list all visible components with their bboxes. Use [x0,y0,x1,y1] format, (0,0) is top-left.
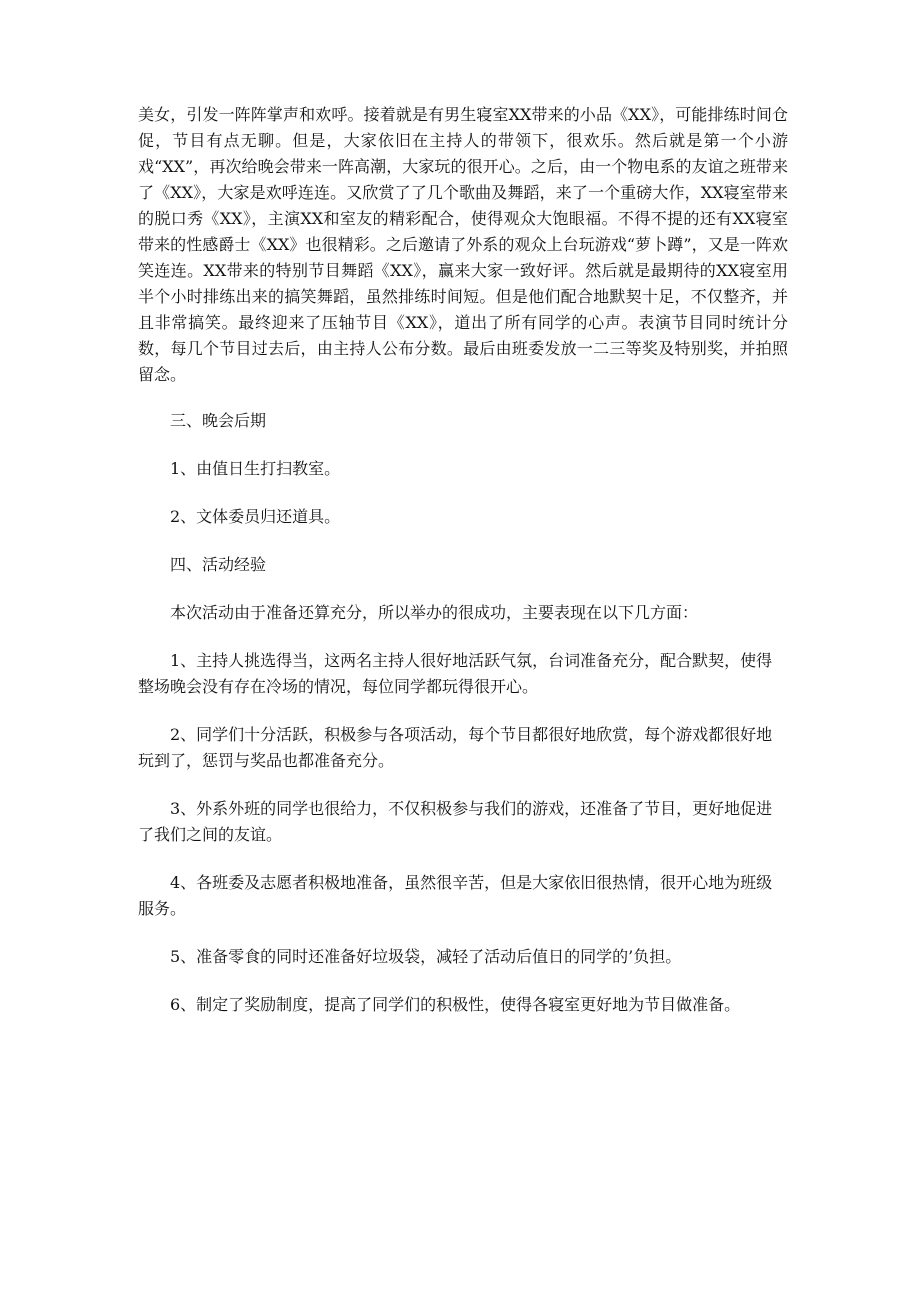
intro-paragraph: 美女，引发一阵阵掌声和欢呼。接着就是有男生寝室XX带来的小品《XX》，可能排练时间仓促，节目有点无聊。但是，大家依旧在主持人的带领下，很欢乐。然后就是第一个小游戏“XX”，再次给晚会带来一阵高潮，大家玩的很开心。之后，由一个物电系的友谊之班带来了《XX》，大家是欢呼连连。又欣赏了了几个歌曲及舞蹈，来了一个重磅大作，XX寝室带来的脱口秀《XX》，主演XX和室友的精彩配合，使得观众大饱眼福。不得不提的还有XX寝室带来的性感爵士《XX》也很精彩。之后邀请了外系的观众上台玩游戏“萝卜蹲”，又是一阵欢笑连连。XX带来的特别节目舞蹈《XX》，赢来大家一致好评。然后就是最期待的XX寝室用半个小时排练出来的搞笑舞蹈，虽然排练时间短。但是他们配合地默契十足，不仅整齐，并且非常搞笑。最终迎来了压轴节目《XX》，道出了所有同学的心声。表演节目同时统计分数，每几个节目过去后，由主持人公布分数。最后由班委发放一二三等奖及特别奖，并拍照留念。 [138,105,788,384]
section-4-item-5: 5、准备零食的同时还准备好垃圾袋，减轻了活动后值日的同学的’负担。 [170,947,682,966]
section-4-intro: 本次活动由于准备还算充分，所以举办的很成功，主要表现在以下几方面： [170,603,699,622]
section-4-item-1: 1、主持人挑选得当，这两名主持人很好地活跃气氛，台词准备充分，配合默契，使得整场晚会没有存在冷场的情况，每位同学都玩得很开心。 [138,651,773,696]
document-body [138,102,788,1018]
section-4-item-2: 2、同学们十分活跃，积极参与各项活动，每个节目都很好地欣赏，每个游戏都很好地玩到了，惩罚与奖品也都准备充分。 [138,725,773,770]
section-3-heading: 三、晚会后期 [170,411,267,430]
section-4-item-6: 6、制定了奖励制度，提高了同学们的积极性，使得各寝室更好地为节目做准备。 [170,995,741,1014]
section-4-item-4: 4、各班委及志愿者积极地准备，虽然很辛苦，但是大家依旧很热情，很开心地为班级服务。 [138,873,773,918]
section-3-item-1: 1、由值日生打扫教室。 [170,459,341,478]
section-4-item-3: 3、外系外班的同学也很给力，不仅积极参与我们的游戏，还准备了节目，更好地促进了我们之间的友谊。 [138,799,773,844]
section-4-heading: 四、活动经验 [170,555,267,574]
section-3-item-2: 2、文体委员归还道具。 [170,507,341,526]
